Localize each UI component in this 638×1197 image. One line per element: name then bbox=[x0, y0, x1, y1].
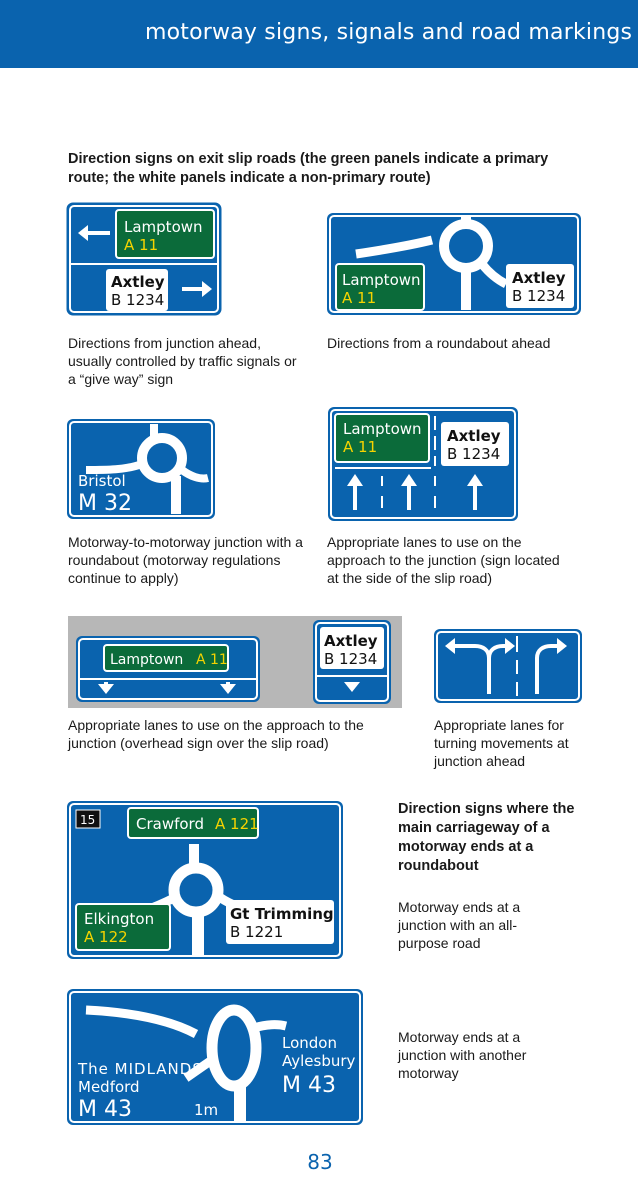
s5-white-town: Axtley bbox=[324, 632, 378, 650]
page-header bbox=[0, 0, 638, 68]
s2-green-road: A 11 bbox=[342, 289, 377, 307]
sign-motorway-ends-motorway bbox=[66, 988, 364, 1126]
s8-left-line1: The MIDLANDS bbox=[78, 1060, 203, 1078]
sign-motorway-to-motorway bbox=[66, 418, 216, 520]
sign-junction-ahead bbox=[66, 202, 222, 316]
page-number: 83 bbox=[307, 1150, 333, 1174]
section-heading: Direction signs where the main carriageway of a motorway ends at a roundabout bbox=[398, 801, 575, 874]
s5-caption: Appropriate lanes to use on the approach to the junction (overhead sign over the slip road) bbox=[68, 717, 364, 751]
s1-caption: Directions from junction ahead, usually controlled by traffic signals or a “give way” sign bbox=[68, 335, 297, 387]
s7-junction-number: 15 bbox=[80, 813, 96, 827]
s4-white-road: B 1234 bbox=[447, 445, 501, 463]
s8-distance: 1m bbox=[194, 1101, 219, 1119]
s4-white-town: Axtley bbox=[447, 427, 501, 445]
s8-right-road: M 43 bbox=[282, 1073, 336, 1098]
intro-text: Direction signs on exit slip roads (the green panels indicate a primary route; the white panels indicate a non-primary route) bbox=[68, 151, 549, 186]
sign-motorway-ends-all-purpose bbox=[66, 800, 344, 960]
s2-white-town: Axtley bbox=[512, 269, 566, 287]
s3-caption: Motorway-to-motorway junction with a roundabout (motorway regulations continue to apply) bbox=[68, 534, 303, 586]
s3-town: Bristol bbox=[78, 472, 126, 490]
caption-motorway: Motorway ends at a junction with another motorway bbox=[398, 1029, 527, 1081]
sign-roundabout-ahead bbox=[326, 212, 582, 316]
s8-right-line1: London bbox=[282, 1034, 337, 1052]
s1-green-road: A 11 bbox=[124, 236, 159, 254]
s2-green-town: Lamptown bbox=[342, 271, 421, 289]
s6-caption: Appropriate lanes for turning movements at junction ahead bbox=[434, 717, 569, 769]
sign-turning-lanes bbox=[433, 628, 583, 704]
sign-lanes-overhead bbox=[68, 616, 402, 708]
header-title: motorway signs, signals and road markings bbox=[145, 20, 633, 45]
s4-green-town: Lamptown bbox=[343, 420, 422, 438]
s3-road: M 32 bbox=[78, 491, 132, 516]
s1-white-road: B 1234 bbox=[111, 291, 165, 309]
s4-caption: Appropriate lanes to use on the approach to the junction (sign located at the side of the slip road) bbox=[327, 534, 560, 586]
s5-green-town: Lamptown bbox=[110, 652, 184, 668]
s2-caption: Directions from a roundabout ahead bbox=[327, 335, 551, 351]
s4-green-road: A 11 bbox=[343, 438, 378, 456]
s2-white-road: B 1234 bbox=[512, 287, 566, 305]
s8-left-line2: Medford bbox=[78, 1078, 140, 1096]
s7-right-town: Gt Trimming bbox=[230, 905, 334, 923]
s7-top-town: Crawford bbox=[136, 815, 204, 833]
s1-green-town: Lamptown bbox=[124, 218, 203, 236]
caption-all-purpose: Motorway ends at a junction with an all-purpose road bbox=[398, 899, 521, 951]
s5-white-road: B 1234 bbox=[324, 650, 378, 668]
s8-left-road: M 43 bbox=[78, 1097, 132, 1122]
s7-top-road: A 121 bbox=[215, 815, 259, 833]
s7-right-road: B 1221 bbox=[230, 923, 284, 941]
s5-green-road: A 11 bbox=[196, 652, 228, 668]
sign-lanes-side bbox=[327, 406, 519, 522]
s8-right-line2: Aylesbury bbox=[282, 1052, 356, 1070]
s7-left-town: Elkington bbox=[84, 910, 155, 928]
s7-left-road: A 122 bbox=[84, 928, 128, 946]
s1-white-town: Axtley bbox=[111, 273, 165, 291]
